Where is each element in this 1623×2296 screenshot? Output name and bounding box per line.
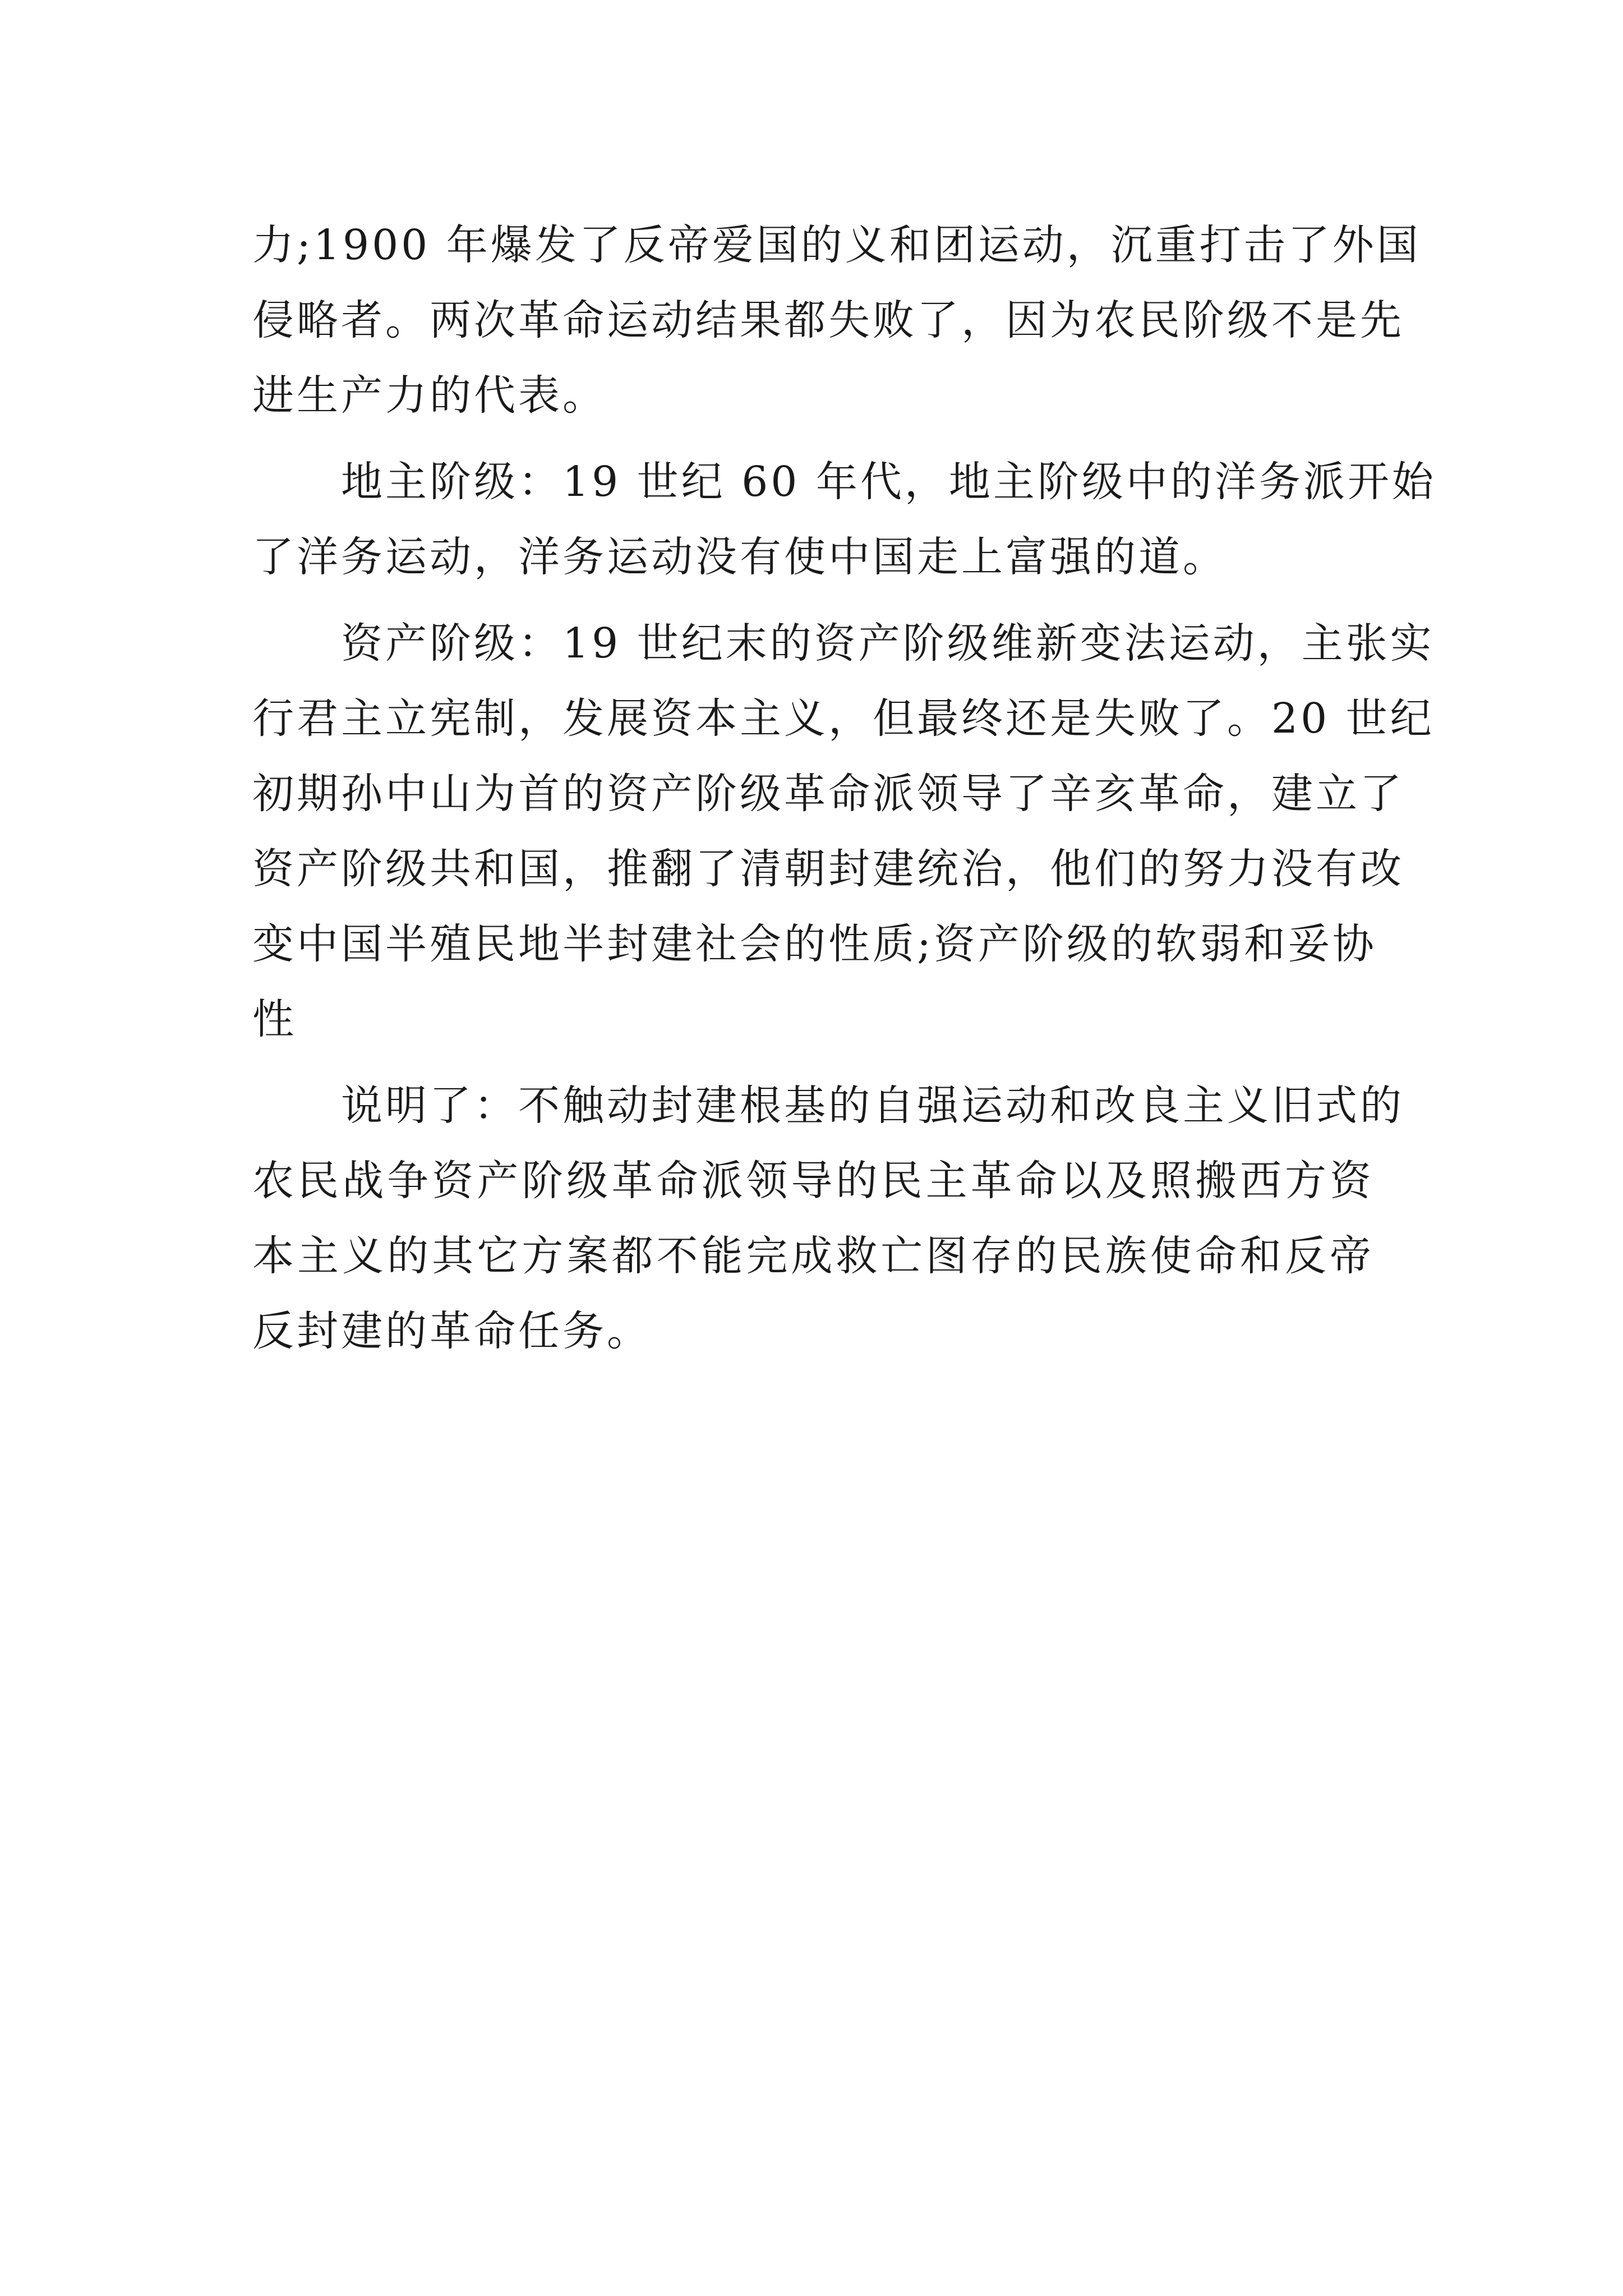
text-line: 资产阶级共和国，推翻了清朝封建统治，他们的努力没有改 <box>252 845 1404 893</box>
text-line: 性 <box>252 995 297 1043</box>
text-line: 本主义的其它方案都不能完成救亡图存的民族使命和反帝 <box>252 1232 1374 1280</box>
text-line: 资产阶级：19 世纪末的资产阶级维新变法运动，主张实 <box>252 619 1435 668</box>
text-line: 了洋务运动，洋务运动没有使中国走上富强的道。 <box>252 533 1227 581</box>
text-line: 变中国半殖民地半封建社会的性质;资产阶级的软弱和妥协 <box>252 920 1377 968</box>
paragraph-peasant-class <box>252 208 1421 444</box>
text-line: 初期孙中山为首的资产阶级革命派领导了辛亥革命，建立了 <box>252 770 1404 818</box>
text-line: 说明了：不触动封建根基的自强运动和改良主义旧式的 <box>252 1082 1404 1130</box>
paragraph-bourgeois-class <box>252 606 1435 1068</box>
text-line: 地主阶级：19 世纪 60 年代，地主阶级中的洋务派开始 <box>252 458 1436 506</box>
body-text <box>252 208 1436 1380</box>
paragraph-conclusion <box>252 1068 1404 1380</box>
text-line: 行君主立宪制，发展资本主义，但最终还是失败了。20 世纪 <box>252 694 1435 743</box>
text-line: 力;1900 年爆发了反帝爱国的义和团运动，沉重打击了外国 <box>252 221 1421 269</box>
text-line: 农民战争资产阶级革命派领导的民主革命以及照搬西方资 <box>252 1157 1374 1205</box>
text-line: 反封建的革命任务。 <box>252 1307 651 1355</box>
text-line: 进生产力的代表。 <box>252 371 607 420</box>
paragraph-landlord-class <box>252 444 1436 606</box>
text-line: 侵略者。两次革命运动结果都失败了，因为农民阶级不是先 <box>252 296 1404 344</box>
